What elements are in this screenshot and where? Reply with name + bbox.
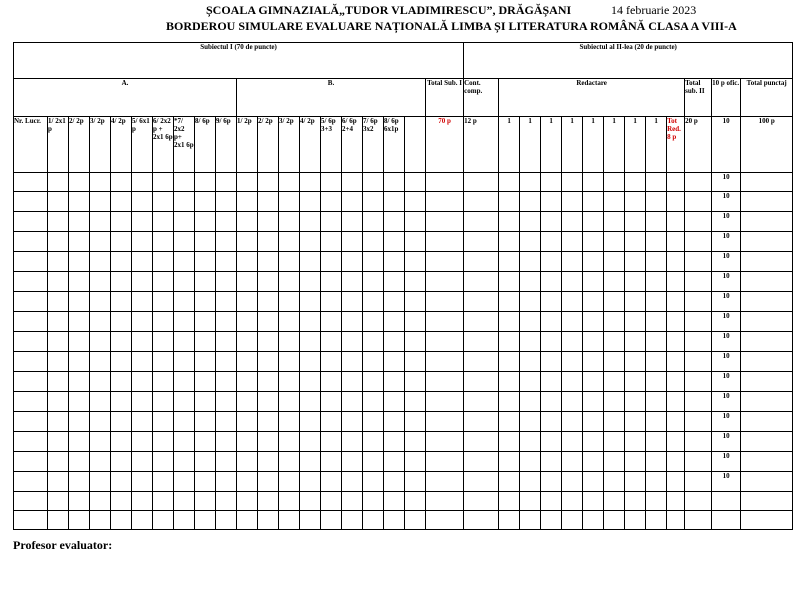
score-table (13, 42, 793, 530)
table-row (14, 412, 793, 432)
table-row (14, 372, 793, 392)
school-name: ȘCOALA GIMNAZIALĂ„TUDOR VLADIMIRESCU”, DRĂGĂȘANI (206, 3, 572, 17)
b-item: 2/ 2p (258, 117, 279, 173)
oficiu-cell: 10 (712, 173, 741, 192)
redactare-value: 1 (604, 117, 625, 173)
redactare-value: 1 (520, 117, 541, 173)
profesor-evaluator-label: Profesor evaluator: (13, 538, 113, 552)
oficiu-cell: 10 (712, 192, 741, 212)
table-row (14, 272, 793, 292)
table-row (14, 392, 793, 412)
oficiu-cell: 10 (712, 452, 741, 472)
oficiu-cell: 10 (712, 392, 741, 412)
a-item: 5/ 6x1 p (132, 117, 153, 173)
table-row (14, 511, 793, 530)
nr-lucr-header: Nr. Lucr. (14, 117, 48, 173)
redactare-value: 1 (646, 117, 667, 173)
table-row (14, 252, 793, 272)
oficiu-cell: 10 (712, 272, 741, 292)
b-item: 5/ 6p 3+3 (321, 117, 342, 173)
table-row (14, 173, 793, 192)
table-row (14, 192, 793, 212)
a-item: 8/ 6p (195, 117, 216, 173)
total-sub1-header: Total Sub. I (426, 79, 464, 117)
redactare-value: 1 (541, 117, 562, 173)
table-row (14, 472, 793, 492)
section-b-header: B. (237, 79, 426, 117)
oficiu-cell: 10 (712, 372, 741, 392)
table-row (14, 292, 793, 312)
b-item: 3/ 2p (279, 117, 300, 173)
redactare-value: 1 (562, 117, 583, 173)
b-item: 8/ 6p 6x1p (384, 117, 405, 173)
a-item: 6/ 2x2 p + 2x1 6p (153, 117, 174, 173)
oficiu-cell: 10 (712, 312, 741, 332)
oficiu-cell: 10 (712, 472, 741, 492)
total-sub1-value: 70 p (426, 117, 464, 173)
oficiu-cell: 10 (712, 232, 741, 252)
a-item: *7/ 2x2 p+ 2x1 6p (174, 117, 195, 173)
oficiu-cell: 10 (712, 212, 741, 232)
redactare-value: 1 (583, 117, 604, 173)
oficiu-cell: 10 (712, 352, 741, 372)
redactare-value: 1 (625, 117, 646, 173)
a-item: 9/ 6p (216, 117, 237, 173)
total-sub2-value: 20 p (685, 117, 712, 173)
redactare-value: 1 (499, 117, 520, 173)
table-row (14, 492, 793, 511)
subiect1-header: Subiectul I (70 de puncte) (14, 43, 464, 79)
total-sub2-header: Total sub. II (685, 79, 712, 117)
tot-red-value: Tot Red. 8 p (667, 117, 685, 173)
a-item: 3/ 2p (90, 117, 111, 173)
oficiu-cell: 10 (712, 332, 741, 352)
table-row (14, 352, 793, 372)
oficiu-cell: 10 (712, 412, 741, 432)
b-item: 7/ 6p 3x2 (363, 117, 384, 173)
document-date: 14 februarie 2023 (611, 3, 697, 17)
oficiu-header: 10 p ofic. (712, 79, 741, 117)
a-item: 1/ 2x1 p (48, 117, 69, 173)
table-row (14, 232, 793, 252)
a-item: 4/ 2p (111, 117, 132, 173)
redactare-header: Redactare (499, 79, 685, 117)
table-row (14, 452, 793, 472)
table-row (14, 332, 793, 352)
table-row (14, 212, 793, 232)
document-title: BORDEROU SIMULARE EVALUARE NAȚIONALĂ LIMBA ȘI LITERATURA ROMÂNĂ CLASA A VIII-A (166, 19, 737, 33)
subiect2-header: Subiectul al II-lea (20 de puncte) (464, 43, 793, 79)
b-item: 6/ 6p 2+4 (342, 117, 363, 173)
table-row (14, 312, 793, 332)
table-row (14, 432, 793, 452)
a-item: 2/ 2p (69, 117, 90, 173)
total-punctaj-header: Total punctaj (741, 79, 793, 117)
oficiu-cell: 10 (712, 292, 741, 312)
oficiu-cell: 10 (712, 252, 741, 272)
oficiu-cell: 10 (712, 432, 741, 452)
section-a-header: A. (14, 79, 237, 117)
b-item: 1/ 2p (237, 117, 258, 173)
cont-comp-header: Cont. comp. (464, 79, 499, 117)
oficiu-value: 10 (712, 117, 741, 173)
total-punctaj-value: 100 p (741, 117, 793, 173)
cont-comp-value: 12 p (464, 117, 499, 173)
b-item: 4/ 2p (300, 117, 321, 173)
